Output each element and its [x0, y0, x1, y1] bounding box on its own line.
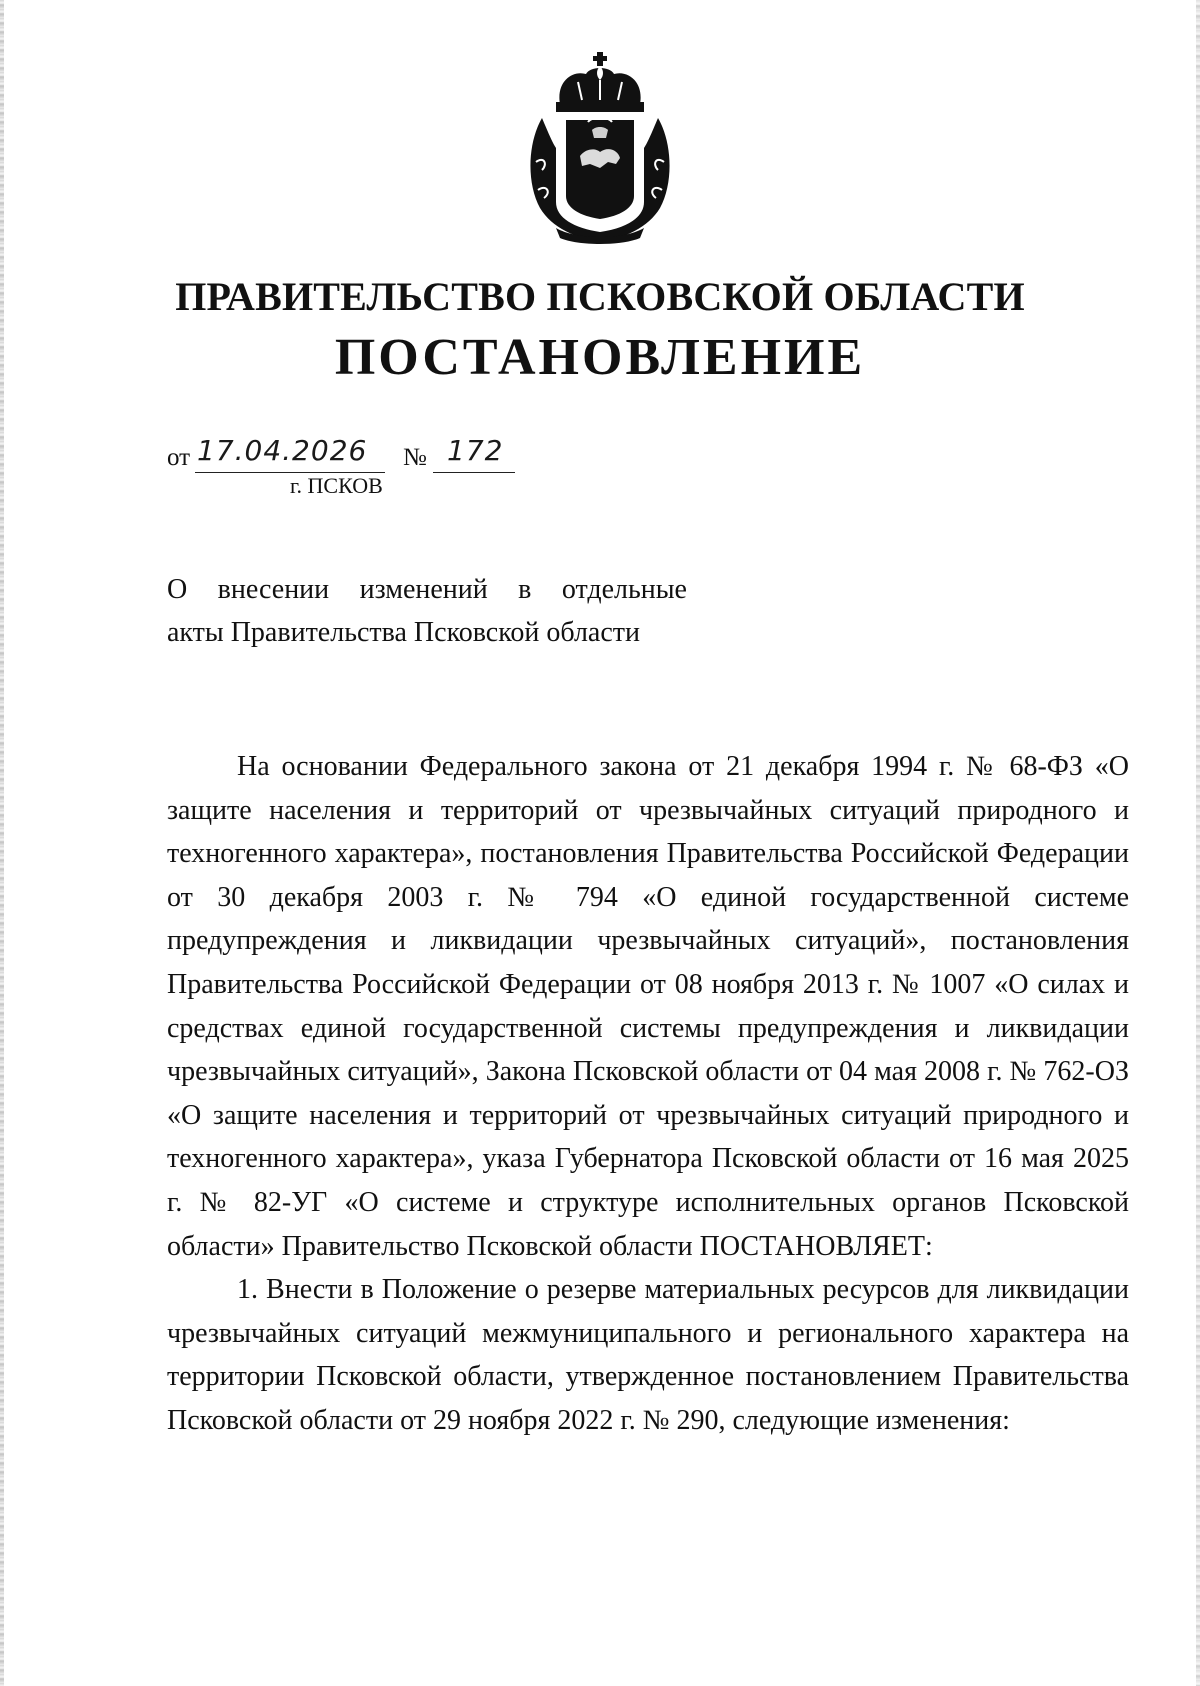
document-type-title: ПОСТАНОВЛЕНИЕ — [334, 329, 866, 386]
subject-line-1: О внесении изменений в отдельные — [167, 574, 687, 605]
date-value: 17.04.2026 — [197, 434, 368, 467]
scan-edge-left — [0, 0, 4, 1686]
scan-edge-right — [1196, 0, 1200, 1686]
date-label: от — [167, 444, 191, 471]
item-1-paragraph: 1. Внести в Положение о резерве материальных ресурсов для ликвидации чрезвычайных ситуаций межмуниципального и регионального характера на территории Псковской области, утвержденное постановлением Правительства Псковской области от 29 ноября 2022 г. № 290, следующие изменения: — [167, 1274, 1129, 1436]
coat-of-arms-icon — [526, 52, 674, 244]
number-underline — [433, 472, 515, 473]
organization-title: ПРАВИТЕЛЬСТВО ПСКОВСКОЙ ОБЛАСТИ — [175, 274, 1025, 319]
city-label: г. ПСКОВ — [290, 473, 383, 498]
document-subject — [167, 568, 687, 654]
preamble-paragraph: На основании Федерального закона от 21 декабря 1994 г. № 68-ФЗ «О защите населения и территорий от чрезвычайных ситуаций природного и техногенного характера», постановления Правительства Российской Федерации от 30 декабря 2003 г. № 794 «О единой государственной системе предупреждения и ликвидации чрезвычайных ситуаций», постановления Правительства Российской Федерации от 08 ноября 2013 г. № 1007 «О силах и средствах единой государственной системы предупреждения и ликвидации чрезвычайных ситуаций», Закона Псковской области от 04 мая 2008 г. № 762-ОЗ «О защите населения и территорий от чрезвычайных ситуаций природного и техногенного характера», указа Губернатора Псковской области от 16 мая 2025 г. № 82-УГ «О системе и структуре исполнительных органов Псковской области» Правительство Псковской области ПОСТАНОВЛЯЕТ: — [167, 751, 1129, 1262]
document-body — [167, 745, 1129, 1443]
number-value: 172 — [447, 434, 504, 467]
number-label: № — [403, 444, 427, 471]
subject-line-2: акты Правительства Псковской области — [167, 617, 640, 648]
